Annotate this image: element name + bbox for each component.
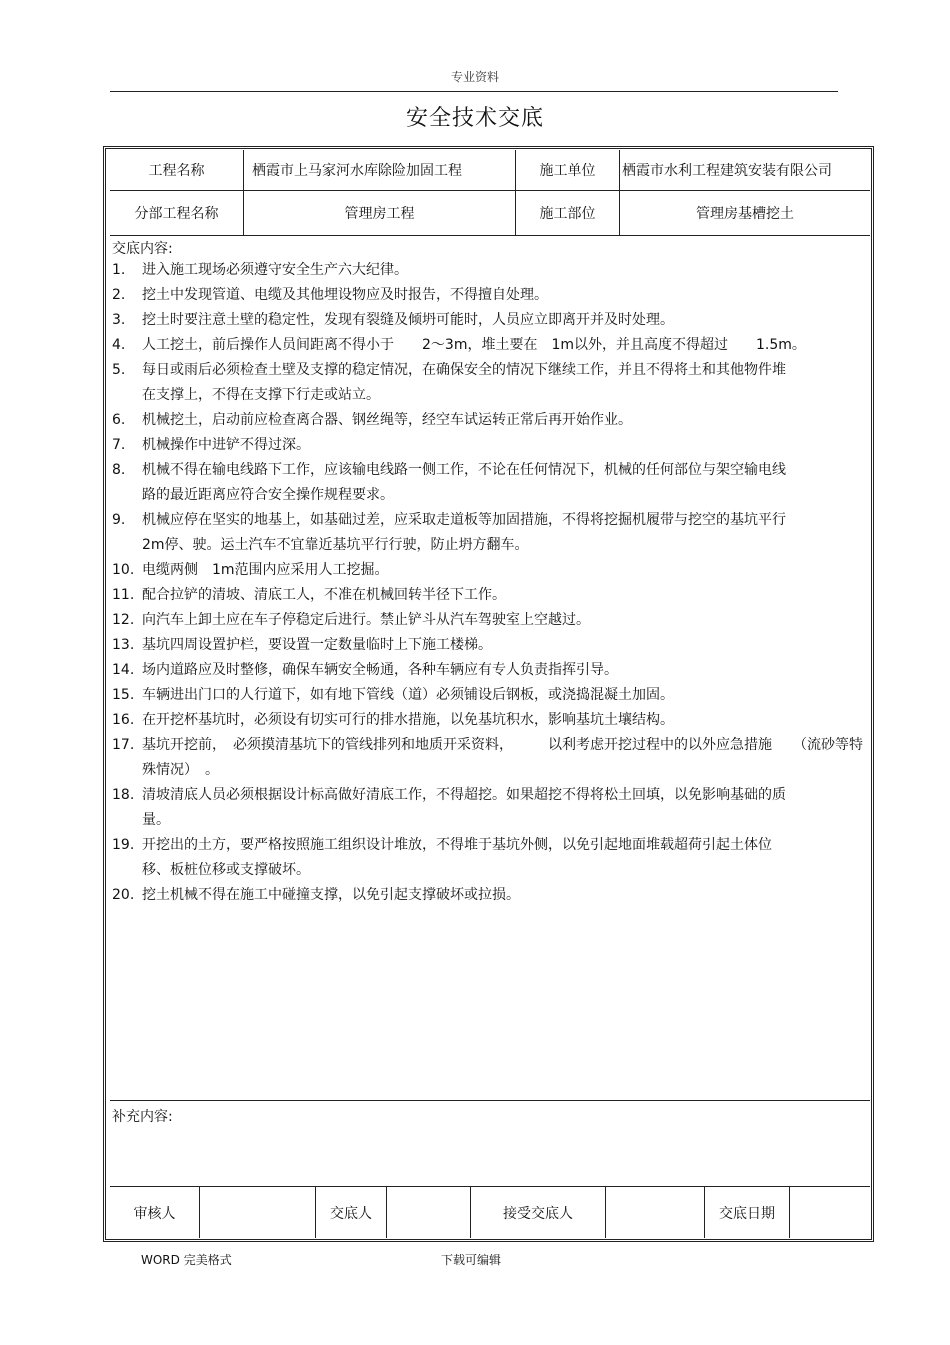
list-item: 17. 基坑开挖前， 必须摸清基坑下的管线排列和地质开采资料， 以利考虑开挖过程中的以外应急措施 （流砂等特殊情况） 。 bbox=[112, 737, 863, 778]
project-name-value: 栖霞市上马家河水库除险加固工程 bbox=[252, 163, 462, 179]
list-item: 6. 机械挖土，启动前应检查离合器、钢丝绳等，经空车试运转正常后再开始作业。 bbox=[112, 412, 632, 428]
list-item: 10. 电缆两侧 1m范围内应采用人工挖掘。 bbox=[112, 562, 389, 578]
list-item: 19. 开挖出的土方，要严格按照施工组织设计堆放，不得堆于基坑外侧，以免引起地面堆载超荷引起土体位移、板桩位移或支撑破坏。 bbox=[112, 837, 772, 878]
subproject-name-value: 管理房工程 bbox=[344, 206, 415, 222]
list-item: 14. 场内道路应及时整修，确保车辆安全畅通，各种车辆应有专人负责指挥引导。 bbox=[112, 662, 618, 678]
receiver-field[interactable] bbox=[606, 1187, 704, 1238]
row-divider bbox=[110, 235, 870, 236]
header-note: 专业资料 bbox=[450, 70, 499, 84]
list-item: 12. 向汽车上卸土应在车子停稳定后进行。禁止铲斗从汽车驾驶室上空越过。 bbox=[112, 612, 590, 628]
list-item: 15. 车辆进出门口的人行道下，如有地下管线（道）必须铺设后钢板，或浇捣混凝土加固。 bbox=[112, 687, 674, 703]
list-item: 4. 人工挖土，前后操作人员间距离不得小于 2～3m，堆土要在 1m以外，并且高度不得超过 1.5m。 bbox=[112, 337, 806, 353]
list-item: 7. 机械操作中进铲不得过深。 bbox=[112, 437, 310, 453]
supplement-label: 补充内容: bbox=[112, 1109, 173, 1125]
reviewer-label: 审核人 bbox=[133, 1205, 176, 1222]
list-item: 20. 挖土机械不得在施工中碰撞支撑，以免引起支撑破坏或拉损。 bbox=[112, 887, 520, 903]
list-item: 2. 挖土中发现管道、电缆及其他埋设物应及时报告，不得擅自处理。 bbox=[112, 287, 548, 303]
disclosure-date-label: 交底日期 bbox=[719, 1205, 775, 1222]
list-item: 1. 进入施工现场必须遵守安全生产六大纪律。 bbox=[112, 262, 408, 278]
construction-unit-label: 施工单位 bbox=[539, 163, 596, 179]
list-item: 18. 清坡清底人员必须根据设计标高做好清底工作，不得超挖。如果超挖不得将松土回填，以免影响基础的质量。 bbox=[112, 787, 786, 828]
project-name-label: 工程名称 bbox=[148, 163, 205, 179]
list-item: 13. 基坑四周设置护栏，要设置一定数量临时上下施工楼梯。 bbox=[112, 637, 492, 653]
construction-location-value: 管理房基槽挖土 bbox=[696, 206, 794, 222]
disclosure-date-field[interactable] bbox=[790, 1187, 870, 1238]
reviewer-field[interactable] bbox=[200, 1187, 315, 1238]
subproject-name-label: 分部工程名称 bbox=[134, 206, 219, 222]
footer-left-note: WORD 完美格式 bbox=[141, 1253, 232, 1267]
construction-unit-value: 栖霞市水利工程建筑安装有限公司 bbox=[622, 163, 832, 179]
list-item: 8. 机械不得在输电线路下工作，应该输电线路一侧工作，不论在任何情况下，机械的任何部位与架空输电线路的最近距离应符合安全操作规程要求。 bbox=[112, 462, 786, 503]
list-item: 16. 在开挖杯基坑时，必须设有切实可行的排水措施，以免基坑积水，影响基坑土壤结构。 bbox=[112, 712, 674, 728]
footer-right-note: 下载可编辑 bbox=[441, 1253, 502, 1267]
header-rule bbox=[110, 91, 838, 92]
disclosure-items-list bbox=[112, 258, 872, 908]
row-divider bbox=[110, 1100, 870, 1101]
list-item: 11. 配合拉铲的清坡、清底工人，不准在机械回转半径下工作。 bbox=[112, 587, 506, 603]
discloser-field[interactable] bbox=[387, 1187, 470, 1238]
construction-location-label: 施工部位 bbox=[539, 206, 596, 222]
receiver-label: 接受交底人 bbox=[503, 1205, 573, 1222]
list-item: 5. 每日或雨后必须检查土壁及支撑的稳定情况，在确保安全的情况下继续工作，并且不得将土和其他物件堆在支撑上，不得在支撑下行走或站立。 bbox=[112, 362, 786, 403]
content-label: 交底内容: bbox=[112, 241, 173, 257]
list-item: 9. 机械应停在坚实的地基上，如基础过差，应采取走道板等加固措施，不得将挖掘机履带与挖空的基坑平行 2m停、驶。运土汽车不宜靠近基坑平行行驶，防止坍方翻车。 bbox=[112, 512, 800, 553]
discloser-label: 交底人 bbox=[330, 1205, 372, 1222]
list-item: 3. 挖土时要注意土壁的稳定性，发现有裂缝及倾坍可能时，人员应立即离开并及时处理。 bbox=[112, 312, 674, 328]
page-title: 安全技术交底 bbox=[405, 106, 544, 131]
